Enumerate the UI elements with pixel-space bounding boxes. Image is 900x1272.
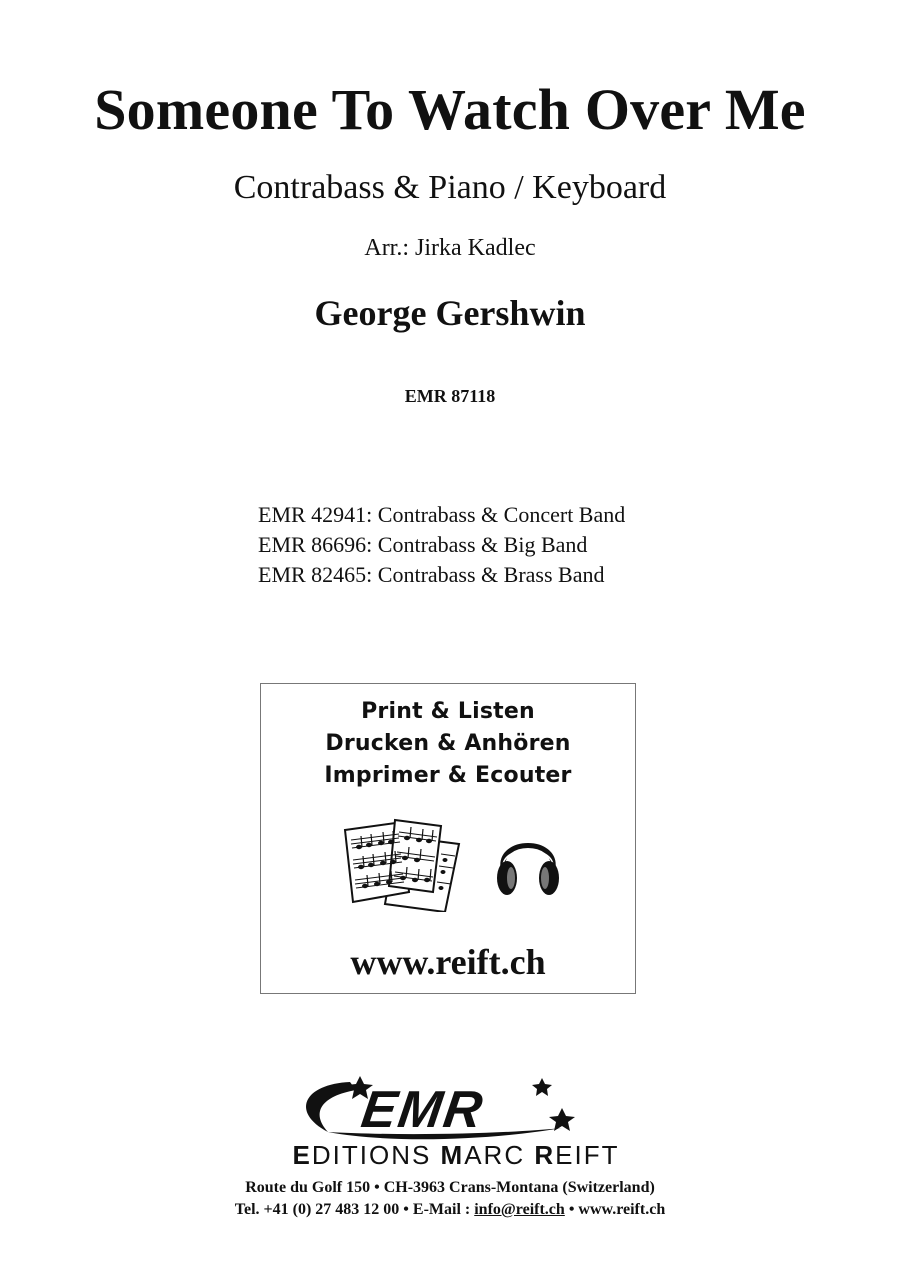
other-versions-list: [258, 500, 625, 590]
publisher-name: EDITIONS MARC REIFT: [292, 1140, 620, 1170]
promo-website-url: www.reift.ch: [350, 942, 546, 982]
composer-name: George Gershwin: [314, 293, 586, 333]
logo-brand-text: EMR: [357, 1081, 488, 1139]
print-listen-box: [260, 683, 636, 994]
version-item: EMR 86696: Contrabass & Big Band: [258, 532, 588, 557]
version-item: EMR 42941: Contrabass & Concert Band: [258, 502, 626, 527]
instrumentation-subtitle: Contrabass & Piano / Keyboard: [233, 169, 667, 206]
headphones-icon: [493, 824, 563, 900]
promo-line-english: Print & Listen: [361, 699, 535, 724]
version-item: EMR 82465: Contrabass & Brass Band: [258, 562, 605, 587]
promo-line-french: Imprimer & Ecouter: [324, 763, 572, 788]
promo-line-german: Drucken & Anhören: [325, 731, 571, 756]
page-title: Someone To Watch Over Me: [94, 77, 806, 142]
publisher-address: Route du Golf 150 • CH-3963 Crans-Montana (Switzerland): [245, 1179, 655, 1196]
arranger-credit: Arr.: Jirka Kadlec: [364, 235, 536, 261]
catalog-number: EMR 87118: [404, 386, 496, 406]
publisher-contact: Tel. +41 (0) 27 483 12 00 • E-Mail : info@reift.ch • www.reift.ch: [234, 1201, 666, 1218]
email-link[interactable]: info@reift.ch: [474, 1201, 565, 1218]
publisher-logo: [232, 1074, 680, 1172]
sheet-music-icon: [341, 816, 469, 912]
